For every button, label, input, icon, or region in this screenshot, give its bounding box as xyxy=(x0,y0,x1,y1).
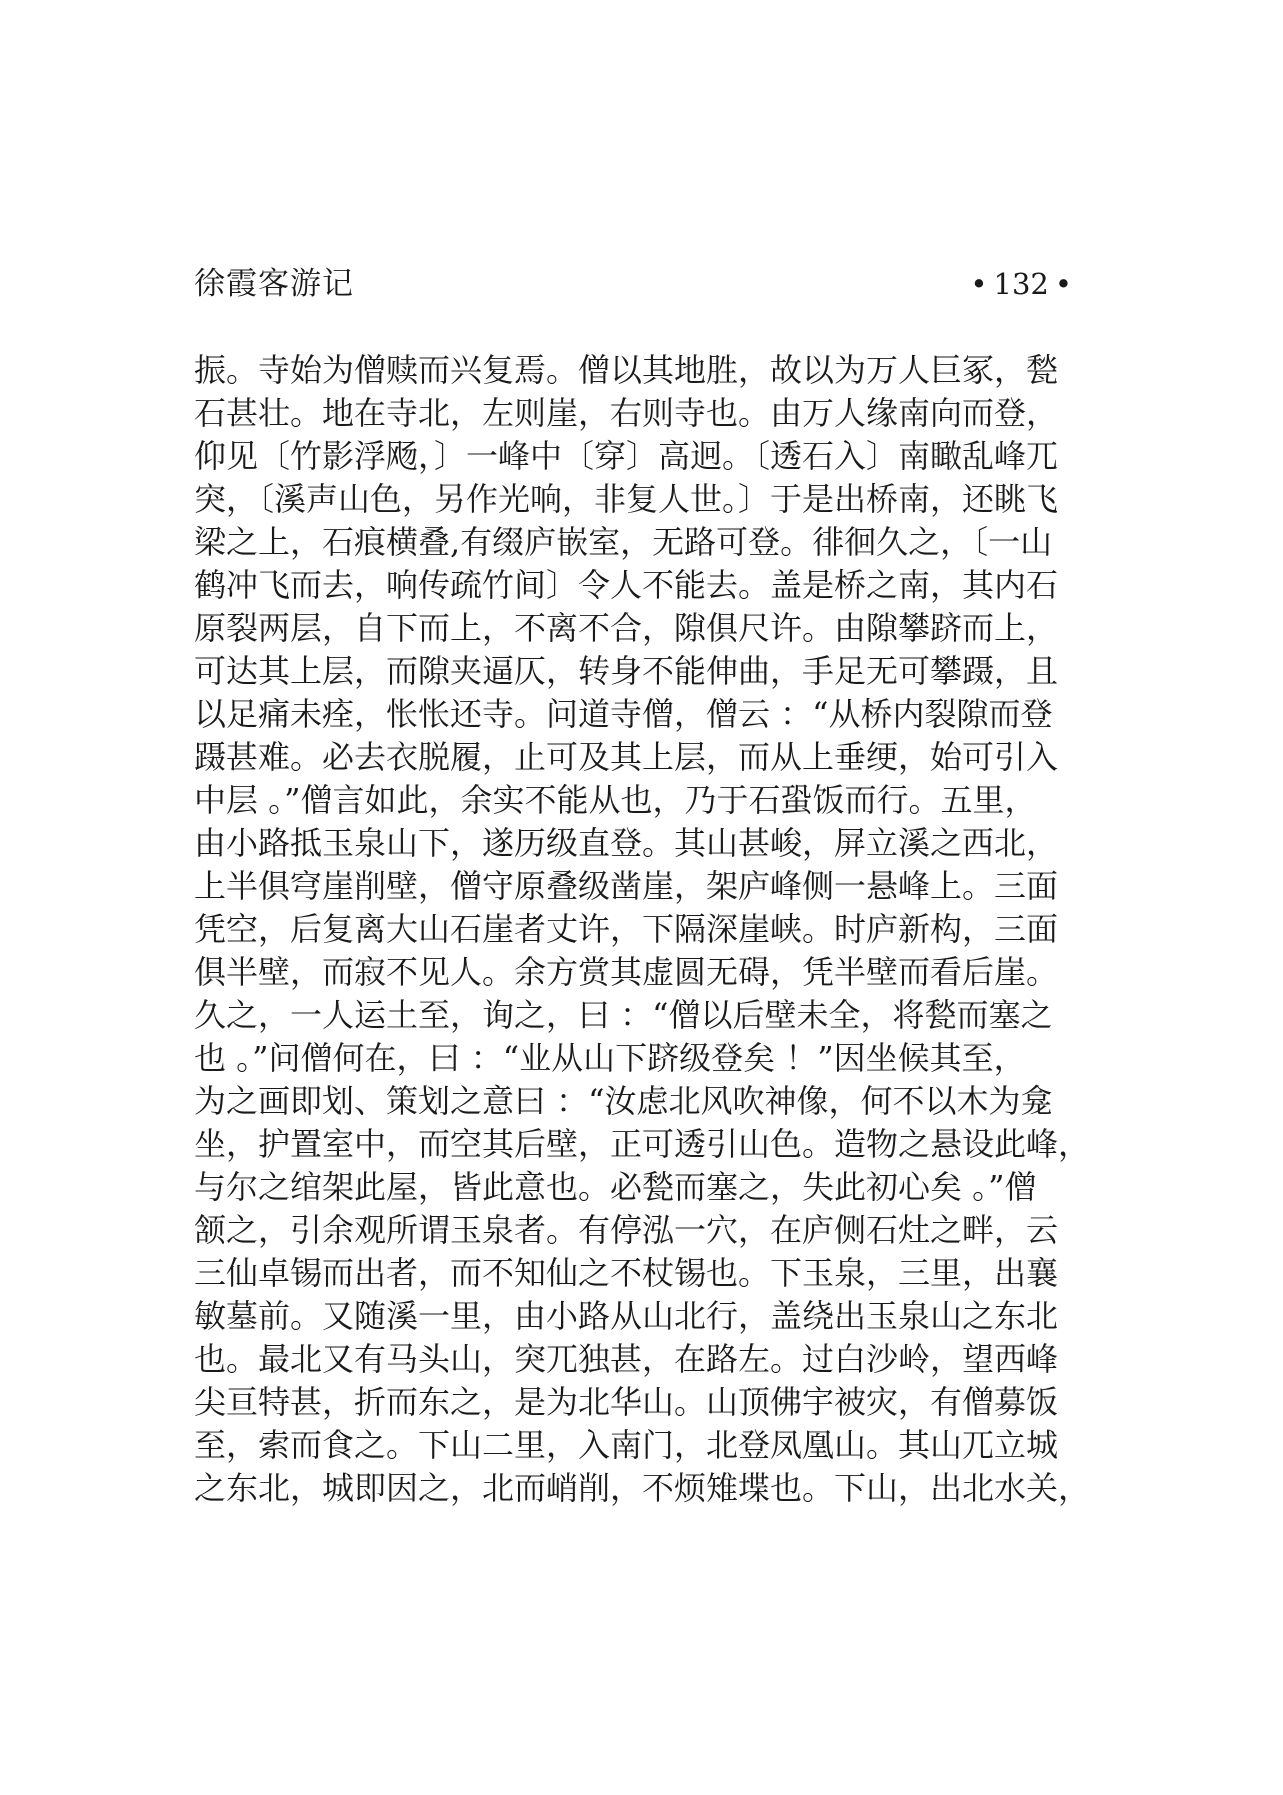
text-line: 原裂两层，自下而上，不离不合，隙俱尺许。由隙攀跻而上， xyxy=(194,609,1059,647)
text-line: 颔之，引余观所谓玉泉者。有停泓一穴，在庐侧石灶之畔，云 xyxy=(194,1211,1059,1249)
text-line: 俱半壁，而寂不见人。余方赏其虚圆无碍，凭半壁而看后崖。 xyxy=(194,953,1059,991)
text-line: 以足痛未痊，怅怅还寺。问道寺僧，僧云 ：“从桥内裂隙而登 xyxy=(194,695,1053,733)
text-line: 石甚壮。地在寺北，左则崖，右则寺也。由万人缘南向而登， xyxy=(194,394,1059,432)
text-line: 仰见〔竹影浮飏，〕一峰中〔穿〕高迥。〔透石入〕南瞰乱峰兀 xyxy=(194,437,1059,475)
book-title: 徐霞客游记 xyxy=(194,266,354,302)
text-line: 凭空，后复离大山石崖者丈许，下隔深崖峡。时庐新构，三面 xyxy=(194,910,1059,948)
running-header xyxy=(194,262,1078,306)
text-line: 敏墓前。又随溪一里，由小路从山北行，盖绕出玉泉山之东北 xyxy=(194,1297,1059,1335)
text-line: 与尔之绾架此屋，皆此意也。必甃而塞之，失此初心矣 。”僧 xyxy=(194,1168,1037,1206)
text-line: 梁之上，石痕横叠,有缀庐嵌室，无路可登。徘徊久之，〔一山 xyxy=(194,523,1053,561)
text-line: 由小路抵玉泉山下，遂历级直登。其山甚峻，屏立溪之西北， xyxy=(194,824,1059,862)
text-line: 尖亘特甚，折而东之，是为北华山。山顶佛宇被灾，有僧募饭 xyxy=(194,1383,1059,1421)
text-line: 也 。”问僧何在，曰 ：“业从山下跻级登矣 ！”因坐候其至， xyxy=(194,1039,1026,1077)
text-line: 坐，护置室中，而空其后壁，正可透引山色。造物之悬设此峰， xyxy=(194,1125,1091,1163)
text-line: 蹑甚难。必去衣脱履，止可及其上层，而从上垂绠，始可引入 xyxy=(194,738,1059,776)
text-line: 突，〔溪声山色，另作光响，非复人世。〕于是出桥南，还眺飞 xyxy=(194,480,1059,518)
page-number-right-dot: • xyxy=(1054,267,1072,301)
text-line: 至，索而食之。下山二里，入南门，北登凤凰山。其山兀立城 xyxy=(194,1426,1059,1464)
text-line: 之东北，城即因之，北而峭削，不烦雉堞也。下山，出北水关， xyxy=(194,1469,1091,1507)
text-line: 为之画即划、策划之意曰 ：“汝虑北风吹神像，何不以木为龛 xyxy=(194,1082,1053,1120)
page-number-left-dot: • xyxy=(970,267,988,301)
page-number-value: 132 xyxy=(993,267,1049,301)
text-line: 三仙卓锡而出者，而不知仙之不杖锡也。下玉泉，三里，出襄 xyxy=(194,1254,1059,1292)
text-line: 中层 。”僧言如此，余实不能从也，乃于石蛩饭而行。五里， xyxy=(194,781,1037,819)
text-line: 久之，一人运土至，询之，曰 ：“僧以后壁未全，将甃而塞之 xyxy=(194,996,1053,1034)
text-line: 鹤冲飞而去，响传疏竹间〕令人不能去。盖是桥之南，其内石 xyxy=(194,566,1059,604)
page-number xyxy=(964,262,1078,306)
text-line: 也。最北又有马头山，突兀独甚，在路左。过白沙岭，望西峰 xyxy=(194,1340,1059,1378)
body-text xyxy=(194,349,1094,1510)
text-line: 可达其上层，而隙夹逼仄，转身不能伸曲，手足无可攀蹑，且 xyxy=(194,652,1059,690)
text-line: 上半俱穹崖削壁，僧守原叠级凿崖，架庐峰侧一悬峰上。三面 xyxy=(194,867,1059,905)
text-line: 振。寺始为僧赎而兴复焉。僧以其地胜，故以为万人巨冢，甃 xyxy=(194,351,1059,389)
